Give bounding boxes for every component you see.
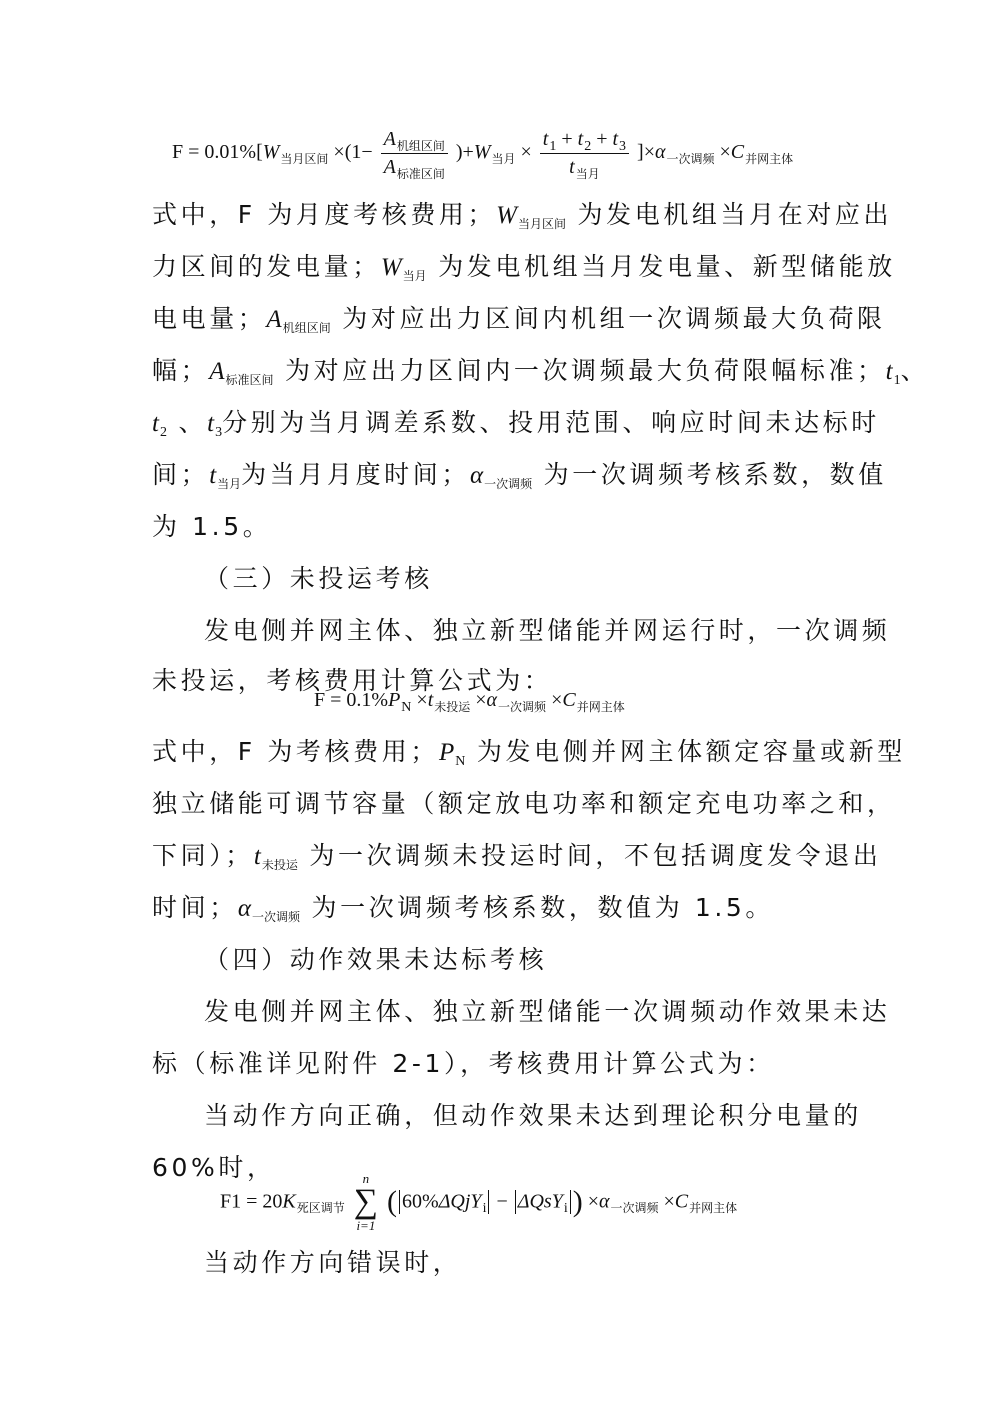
text-line-3 [152,302,886,340]
inline-alpha-2-sub: 一次调频 [251,910,300,924]
text-line-15 [152,1047,775,1081]
inline-t1: t [885,358,893,385]
f1-t3: t [612,128,619,150]
f3-sum-top: n [362,1171,370,1186]
p4c: 、 [900,356,930,385]
f2-t: t [427,689,434,711]
f1-t1-sub: 1 [549,139,557,154]
f3-times-2: × [663,1190,675,1213]
f3-abs-bar-3 [515,1190,516,1214]
text-line-6 [152,458,887,496]
f2-times-3: × [551,689,563,711]
f3-close-paren: ) [572,1185,583,1218]
section-heading-4 [204,943,547,977]
f1-w2-sub: 当月 [491,152,516,167]
inline-t3-sub: 3 [215,425,223,440]
p2a: 力区间的发电量； [152,252,381,281]
p17: 60%时， [152,1153,276,1182]
inline-t-month: t [209,462,217,489]
f2-c-sub: 并网主体 [576,700,625,714]
inline-t-wty-sub: 未投运 [261,858,298,872]
f3-dqjy-sub: i [482,1200,487,1216]
p3b: 为对应出力区间内机组一次调频最大负荷限 [342,304,886,333]
f3-c: C [674,1190,689,1213]
text-line-13 [152,891,774,929]
f1-w: W [262,141,280,164]
p4a: 幅； [152,356,210,385]
f1-t2: t [577,128,584,150]
h4: （四）动作效果未达标考核 [204,945,548,974]
f1-t1: t [542,128,549,150]
text-line-11 [152,787,896,821]
text-line-14 [204,995,890,1029]
f1-t-den-sub: 当月 [575,167,600,181]
f3-abs-bar-4 [570,1190,571,1214]
text-line-7 [152,510,271,544]
f3-dqsy-sub: i [563,1200,568,1216]
inline-w2: W [380,254,402,281]
text-line-2 [152,250,896,288]
f3-pct: 60% [402,1190,439,1213]
f1-c-sub: 并网主体 [745,152,794,167]
f3-sum-bottom: i=1 [356,1218,376,1233]
inline-alpha-sub: 一次调频 [484,477,533,491]
p5a: 、 [178,408,208,437]
f1-alpha-sub: 一次调频 [666,152,715,167]
text-line-12 [152,839,881,877]
f3-abs-bar-1 [399,1190,400,1214]
f1-t3-sub: 3 [619,139,627,154]
p10b: 为发电侧并网主体额定容量或新型 [476,737,906,766]
inline-t-wty: t [253,843,261,870]
f2-p: P [388,689,401,711]
f1-t2-sub: 2 [584,139,592,154]
p6c: 为一次调频考核系数，数值 [543,460,887,489]
f1-times-2: × [719,141,731,164]
section-heading-3 [204,562,433,596]
f2-alpha-sub: 一次调频 [498,700,547,714]
text-line-10 [152,735,906,774]
f3-k: K [282,1190,296,1213]
f2-times-2: × [475,689,487,711]
f3-abs-bar-2 [488,1190,489,1214]
f2-times-1: × [416,689,428,711]
f1-a-den-sub: 标准区间 [396,167,445,181]
f1-alpha: α [655,141,666,164]
p5b: 分别为当月调差系数、投用范围、响应时间未达标时 [222,408,880,437]
h3: （三）未投运考核 [204,564,433,593]
inline-t2-sub: 2 [159,425,167,440]
p4b: 为对应出力区间内一次调频最大负荷限幅标准； [285,356,886,385]
f3-k-sub: 死区调节 [296,1200,345,1215]
inline-p: P [438,739,455,766]
f1-c: C [730,141,745,164]
f3-summation [354,1172,378,1232]
inline-w-sub: 当月区间 [517,217,566,231]
p11: 独立储能可调节容量（额定放电功率和额定充电功率之和， [152,789,896,818]
p1b: 为发电机组当月在对应出 [577,200,893,229]
f1-a-num-sub: 机组区间 [396,139,445,153]
f2-lhs: F = 0.1% [314,689,389,711]
f3-times-1: × [587,1190,599,1213]
f1-a-den: A [383,156,396,178]
inline-a2-sub: 标准区间 [225,373,274,387]
f3-alpha: α [599,1190,610,1213]
formula-monthly-assessment [172,128,793,179]
inline-a: A [266,306,282,333]
inline-t1-sub: 1 [893,373,901,388]
f1-times-open: ×(1− [333,141,373,164]
f1-plus: )+ [455,141,474,164]
f3-alpha-sub: 一次调频 [610,1200,659,1215]
inline-a-sub: 机组区间 [282,321,331,335]
p13b: 为一次调频考核系数，数值为 1.5。 [311,893,775,922]
text-line-1 [152,198,892,236]
f3-open-paren: ( [387,1185,398,1218]
p18: 当动作方向错误时， [204,1248,462,1277]
text-line-4 [152,354,929,393]
formula-f1-action-effect [220,1172,737,1232]
inline-p-sub: N [455,754,466,769]
p8: 发电侧并网主体、独立新型储能并网运行时，一次调频 [204,616,891,645]
inline-alpha-2: α [237,895,251,922]
f1-close-times: ]× [637,141,655,164]
text-line-18 [204,1246,461,1280]
text-line-5 [152,406,880,445]
f2-alpha: α [486,689,498,711]
inline-t2: t [152,410,159,437]
p6a: 间； [152,460,210,489]
f1-times: × [520,141,532,164]
p10a: 式中，F 为考核费用； [152,737,439,766]
f1-a-num: A [383,128,396,150]
f3-sum-symbol: ∑ [353,1183,379,1220]
p15: 标（标准详见附件 2-1），考核费用计算公式为： [152,1049,775,1078]
p13a: 时间； [152,893,238,922]
formula-not-in-operation [314,689,625,715]
f3-c-sub: 并网主体 [689,1200,738,1215]
f1-w-sub: 当月区间 [280,152,329,167]
inline-a2: A [209,358,225,385]
p3a: 电电量； [152,304,267,333]
f1-fraction-a [381,128,448,179]
f1-t-den: t [569,156,575,178]
text-line-16 [204,1099,862,1133]
f1-lhs: F = 0.01%[ [172,141,263,164]
p16: 当动作方向正确，但动作效果未达到理论积分电量的 [204,1101,862,1130]
f3-minus: − [496,1190,508,1213]
inline-t3: t [207,410,215,437]
p2b: 为发电机组当月发电量、新型储能放 [438,252,896,281]
f1-plus-a: + [561,128,573,150]
p7: 为 1.5。 [152,512,272,541]
f3-dqjy: ΔQjY [438,1190,482,1213]
f1-fraction-t [540,128,629,179]
f1-plus-b: + [596,128,608,150]
f3-lhs: F1 = 20 [220,1190,283,1213]
inline-w: W [496,202,517,229]
inline-alpha: α [469,462,484,489]
inline-t-month-sub: 当月 [217,477,242,491]
f3-dqsy: ΔQsY [517,1190,563,1213]
f2-c: C [562,689,576,711]
p12b: 为一次调频未投运时间，不包括调度发令退出 [309,841,882,870]
p14: 发电侧并网主体、独立新型储能一次调频动作效果未达 [204,997,891,1026]
f2-p-sub: N [401,700,412,715]
f1-w2: W [473,141,491,164]
p9: 未投运，考核费用计算公式为： [152,666,553,695]
text-line-8 [204,614,890,648]
inline-w2-sub: 当月 [402,269,427,283]
p6b: 为当月月度时间； [241,460,470,489]
p1a: 式中，F 为月度考核费用； [152,200,497,229]
p12a: 下同）； [152,841,254,870]
f2-t-sub: 未投运 [434,700,471,714]
